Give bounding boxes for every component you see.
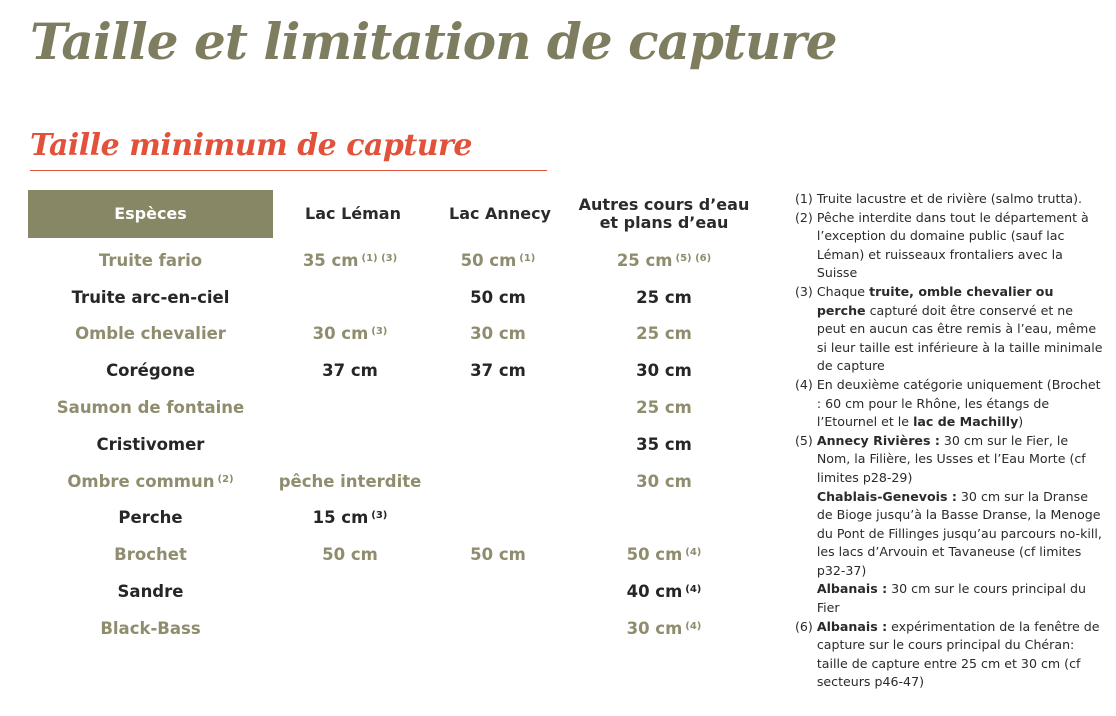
footnote-emphasis: Albanais : <box>816 618 888 634</box>
lac-leman-cell-value: 15 cm <box>312 508 369 528</box>
footnote-segment: 30 cm sur le cours principal du Fier <box>816 581 1086 616</box>
page-title: Taille et limitation de capture <box>30 12 837 71</box>
footnote-emphasis: truite, omble chevalier ou perche <box>816 283 1054 318</box>
lac-annecy-cell <box>428 426 568 463</box>
autres-cours-cell-value: 35 cm <box>636 434 692 454</box>
footnote-number: (5) <box>795 432 817 448</box>
footnote-segment: expérimentation de la fenêtre de capture sur le cours principal du Chéran: taille de capture entre 25 cm et 30 cm (cf secteurs p46-47) <box>816 618 1100 690</box>
species-cell <box>28 316 273 353</box>
header-lac-leman: Lac Léman <box>305 204 401 223</box>
footnote-item <box>795 190 1105 209</box>
autres-cours-cell <box>592 573 736 610</box>
footnote-segment: Truite lacustre et de rivière (salmo trutta). <box>816 191 1083 206</box>
species-cell-value: Cristivomer <box>96 434 205 454</box>
footnote-ref: (4) <box>685 547 702 559</box>
footnote-item <box>795 618 1105 692</box>
footnote-text <box>817 283 1105 376</box>
footnote-segment: Chaque <box>816 283 870 299</box>
lac-leman-cell <box>280 463 420 500</box>
lac-annecy-cell <box>428 352 568 389</box>
autres-cours-cell <box>592 352 736 389</box>
section-divider <box>30 170 547 171</box>
footnote-text <box>817 432 1105 618</box>
species-cell-value: Omble chevalier <box>75 324 226 344</box>
lac-annecy-cell-value: 50 cm <box>470 545 526 565</box>
species-cell-value: Corégone <box>106 361 195 381</box>
footnote-number: (3) <box>795 283 817 299</box>
footnote-paragraph <box>817 432 1105 488</box>
lac-leman-cell <box>280 352 420 389</box>
lac-leman-cell <box>280 279 420 316</box>
autres-cours-cell <box>592 463 736 500</box>
footnote-paragraph <box>817 580 1105 617</box>
lac-leman-cell-value: 35 cm <box>302 250 359 270</box>
footnote-segment: 30 cm sur la Dranse de Bioge jusqu’à la Basse Dranse, la Menoge du Pont de Fillinges jusqu’au parcours no-kill, les lacs d’Arvouin et Tavaneuse (cf limites p32-37) <box>816 488 1102 578</box>
table-row <box>28 242 758 279</box>
autres-cours-cell-value: 30 cm <box>636 361 692 381</box>
lac-annecy-cell-value: 37 cm <box>470 361 526 381</box>
autres-cours-cell <box>592 316 736 353</box>
table-row <box>28 352 758 389</box>
header-autres-line1: Autres cours d’eau <box>578 195 750 214</box>
autres-cours-cell-value: 25 cm <box>636 324 692 344</box>
lac-leman-cell <box>280 242 420 279</box>
autres-cours-cell-value: 25 cm <box>636 398 692 418</box>
footnote-paragraph <box>817 283 1105 376</box>
lac-annecy-cell <box>428 389 568 426</box>
species-cell <box>28 573 273 610</box>
species-cell-value: Truite fario <box>98 250 203 270</box>
footnote-ref: (4) <box>685 584 702 596</box>
footnote-emphasis: Chablais-Genevois : <box>816 488 957 504</box>
lac-leman-cell <box>280 389 420 426</box>
footnote-number: (1) <box>795 191 817 206</box>
footnote-paragraph <box>817 618 1105 692</box>
footnote-segment: En deuxième catégorie uniquement (Brochet : 60 cm pour le Rhône, les étangs de l’Etournel et le <box>816 376 1101 430</box>
species-cell <box>28 536 273 573</box>
lac-annecy-cell <box>428 500 568 537</box>
table-row <box>28 573 758 610</box>
footnote-number: (4) <box>795 376 817 392</box>
autres-cours-cell-value: 50 cm <box>626 545 683 565</box>
table-row <box>28 316 758 353</box>
species-cell-value: Ombre commun <box>67 471 215 491</box>
species-cell <box>28 610 273 647</box>
section-title: Taille minimum de capture <box>30 128 472 163</box>
footnote-paragraph <box>817 376 1105 432</box>
lac-leman-cell-value: 30 cm <box>312 324 369 344</box>
species-cell-value: Saumon de fontaine <box>56 398 245 418</box>
autres-cours-cell-value: 25 cm <box>636 287 692 307</box>
footnote-paragraph <box>817 190 1105 209</box>
species-cell <box>28 279 273 316</box>
footnote-segment: capturé doit être conservé et ne peut en aucun cas être remis à l’eau, même si leur taille est inférieure à la taille minimale de capture <box>816 302 1103 374</box>
species-cell-value: Perche <box>118 508 183 528</box>
lac-annecy-cell-value: 50 cm <box>470 287 526 307</box>
species-cell-value: Truite arc-en-ciel <box>71 287 230 307</box>
capture-size-table <box>28 242 758 647</box>
species-cell <box>28 500 273 537</box>
footnote-number: (2) <box>795 209 817 225</box>
species-cell <box>28 389 273 426</box>
lac-leman-cell <box>280 536 420 573</box>
footnote-text <box>817 190 1105 209</box>
lac-annecy-cell-value: 50 cm <box>460 250 517 270</box>
species-cell-value: Black-Bass <box>100 618 201 638</box>
lac-annecy-cell-value: 30 cm <box>470 324 526 344</box>
autres-cours-cell <box>592 500 736 537</box>
species-cell <box>28 242 273 279</box>
table-row <box>28 500 758 537</box>
autres-cours-cell <box>592 536 736 573</box>
autres-cours-cell <box>592 610 736 647</box>
table-row <box>28 610 758 647</box>
footnote-emphasis: Albanais : <box>816 581 888 597</box>
footnote-segment: 30 cm sur le Fier, le Nom, la Filière, les Usses et l’Eau Morte (cf limites p28-29) <box>816 432 1086 485</box>
footnote-emphasis: Annecy Rivières : <box>816 432 940 448</box>
footnote-item <box>795 432 1105 618</box>
lac-leman-cell-value: 50 cm <box>322 545 378 565</box>
lac-annecy-cell <box>428 536 568 573</box>
lac-leman-cell-value: pêche interdite <box>278 471 422 491</box>
species-cell <box>28 426 273 463</box>
footnote-paragraph <box>817 209 1105 283</box>
lac-annecy-cell <box>428 316 568 353</box>
table-row <box>28 463 758 500</box>
autres-cours-cell-value: 30 cm <box>636 471 692 491</box>
footnote-emphasis: lac de Machilly <box>913 414 1019 430</box>
footnote-ref: (1) <box>519 252 536 264</box>
species-cell <box>28 352 273 389</box>
species-cell <box>28 463 273 500</box>
footnote-paragraph <box>817 488 1105 581</box>
autres-cours-cell <box>592 242 736 279</box>
footnote-ref: (3) <box>371 326 388 338</box>
autres-cours-cell <box>592 426 736 463</box>
lac-annecy-cell <box>428 463 568 500</box>
table-row <box>28 426 758 463</box>
header-species: Espèces <box>28 190 273 238</box>
autres-cours-cell-value: 40 cm <box>626 582 683 602</box>
footnote-ref: (5) (6) <box>675 252 712 264</box>
footnote-item <box>795 376 1105 432</box>
header-autres-cours <box>575 190 753 238</box>
footnote-text <box>817 376 1105 432</box>
lac-annecy-cell <box>428 573 568 610</box>
footnote-text <box>817 618 1105 692</box>
footnote-segment: Pêche interdite dans tout le département à l’exception du domaine public (sauf lac Léman) et ruisseaux frontaliers avec la Suisse <box>816 209 1089 281</box>
lac-leman-cell <box>280 426 420 463</box>
footnotes <box>795 190 1105 692</box>
footnote-number: (6) <box>795 618 817 634</box>
footnote-item <box>795 283 1105 376</box>
header-autres-line2: et plans d’eau <box>599 213 729 232</box>
lac-annecy-cell <box>428 242 568 279</box>
lac-annecy-cell <box>428 610 568 647</box>
footnote-ref: (4) <box>685 620 702 632</box>
footnote-ref: (3) <box>371 510 388 522</box>
table-row <box>28 389 758 426</box>
lac-leman-cell <box>280 573 420 610</box>
lac-leman-cell <box>280 500 420 537</box>
footnote-ref: (1) (3) <box>361 252 398 264</box>
autres-cours-cell <box>592 279 736 316</box>
footnote-item <box>795 209 1105 283</box>
table-row <box>28 536 758 573</box>
footnote-segment: ) <box>1018 414 1024 430</box>
footnote-ref: (2) <box>217 473 234 485</box>
table-row <box>28 279 758 316</box>
species-cell-value: Sandre <box>117 582 184 602</box>
lac-annecy-cell <box>428 279 568 316</box>
autres-cours-cell-value: 30 cm <box>626 618 683 638</box>
autres-cours-cell-value: 25 cm <box>616 250 673 270</box>
lac-leman-cell <box>280 610 420 647</box>
header-lac-annecy: Lac Annecy <box>449 204 551 223</box>
lac-leman-cell-value: 37 cm <box>322 361 378 381</box>
species-cell-value: Brochet <box>114 545 187 565</box>
footnote-text <box>817 209 1105 283</box>
autres-cours-cell <box>592 389 736 426</box>
lac-leman-cell <box>280 316 420 353</box>
